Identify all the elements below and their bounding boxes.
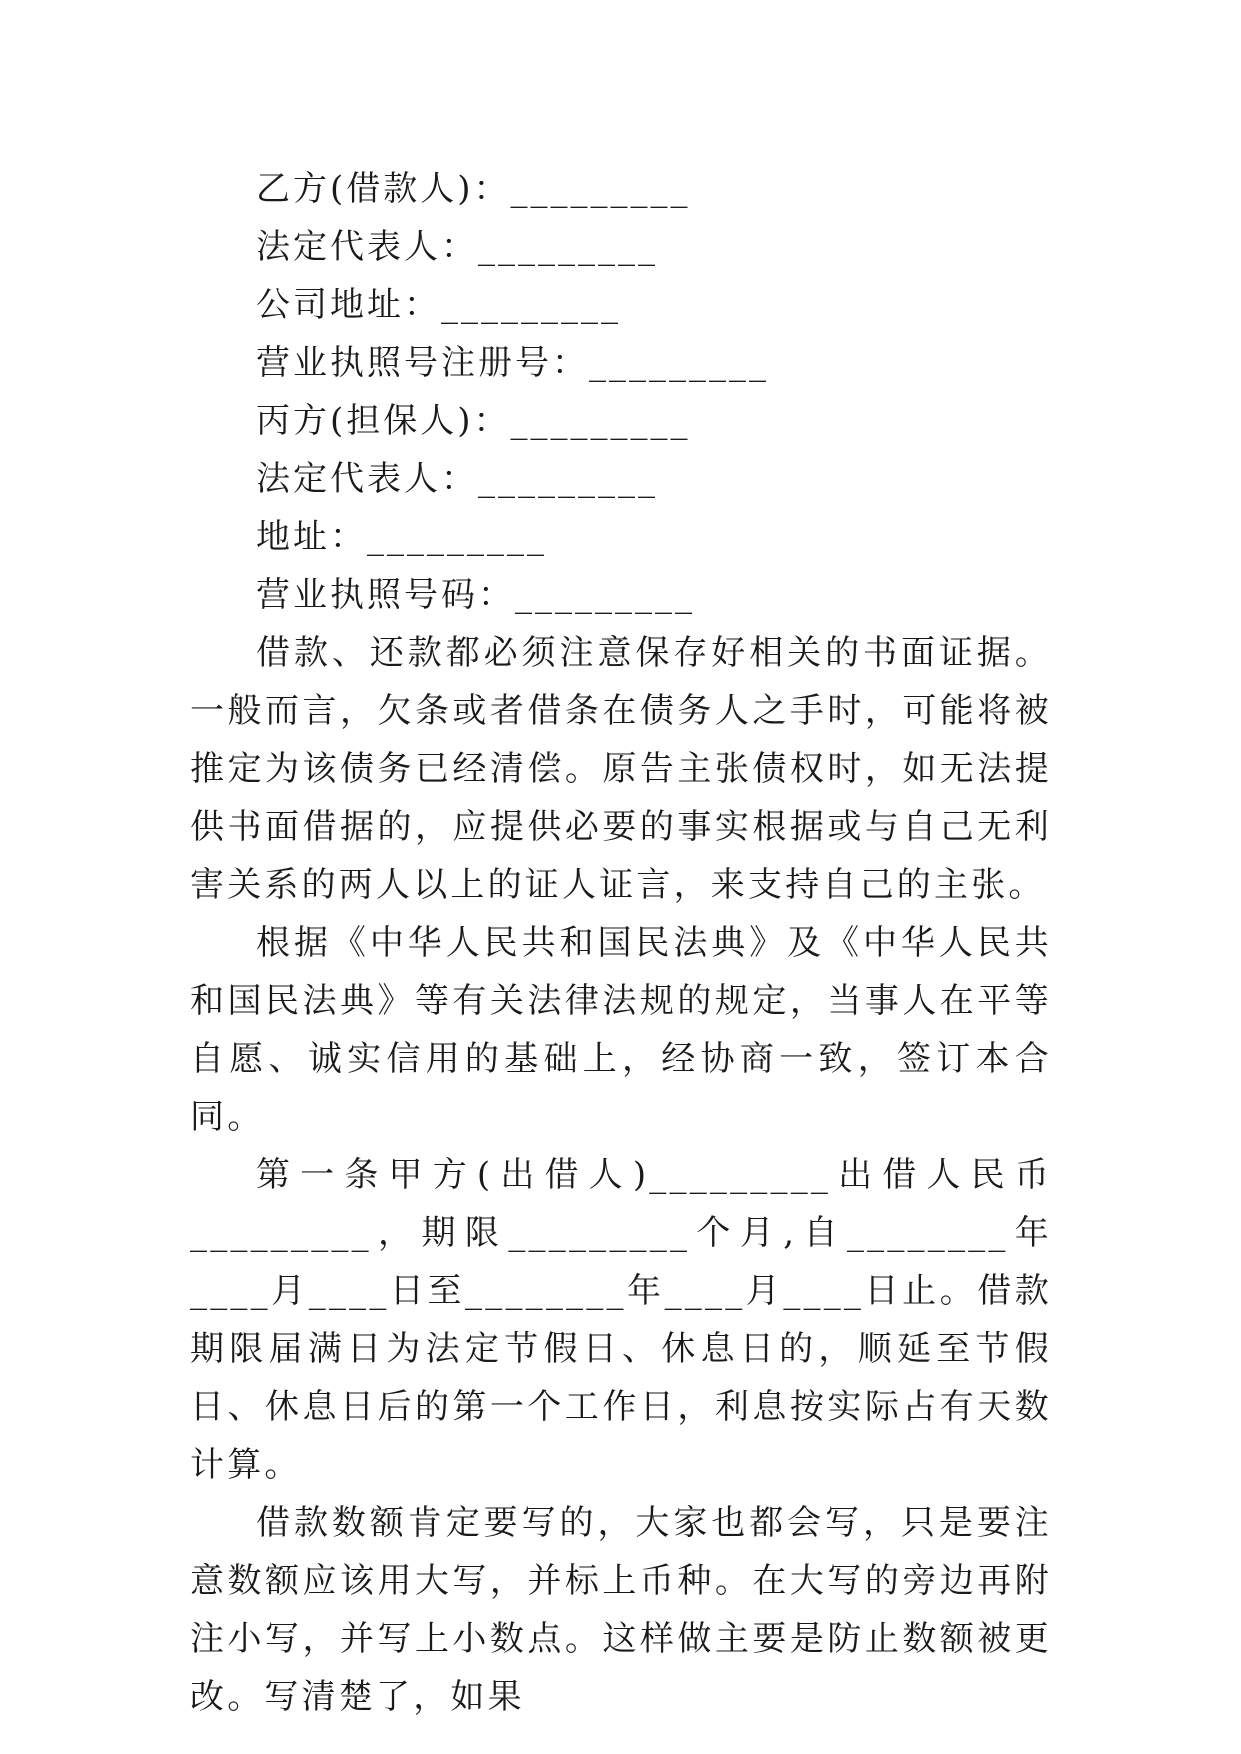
borrower-field: 乙方(借款人)：_________: [256, 169, 691, 209]
loan-amount-paragraph: 借款数额肯定要写的，大家也都会写，只是要注意数额应该用大写，并标上币种。在大写的旁边再附注小写，并写上小数点。这样做主要是防止数额被更改。写清楚了，如果: [190, 1503, 1052, 1717]
document-body: [190, 160, 1052, 1726]
article-one-paragraph: 第一条甲方(出借人)_________出借人民币_________，期限_________个月,自________年____月____日至________年____月____日止。借款期限届满日为法定节假日、休息日的，顺延至节假日、休息日后的第一个工作日，利息按实际占有天数计算。: [190, 1155, 1052, 1485]
business-license-number-field: 营业执照号码：_________: [256, 575, 695, 615]
guarantor-legal-rep-field: 法定代表人：_________: [256, 459, 658, 499]
guarantor-address-field: 地址：_________: [256, 517, 547, 557]
business-license-registration-field: 营业执照号注册号：_________: [256, 343, 769, 383]
evidence-paragraph: 借款、还款都必须注意保存好相关的书面证据。一般而言，欠条或者借条在债务人之手时，可能将被推定为该债务已经清偿。原告主张债权时，如无法提供书面借据的，应提供必要的事实根据或与自己无利害关系的两人以上的证人证言，来支持自己的主张。: [190, 633, 1052, 905]
company-address-field: 公司地址：_________: [256, 285, 621, 325]
borrower-legal-rep-field: 法定代表人：_________: [256, 227, 658, 267]
legal-basis-paragraph: 根据《中华人民共和国民法典》及《中华人民共和国民法典》等有关法律法规的规定，当事人在平等自愿、诚实信用的基础上，经协商一致，签订本合同。: [190, 923, 1052, 1137]
guarantor-field: 丙方(担保人)：_________: [256, 401, 691, 441]
